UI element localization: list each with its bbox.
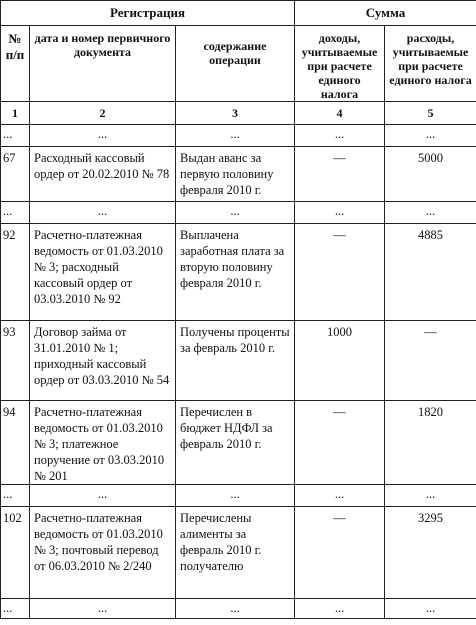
header-index-2: 2 <box>30 102 176 125</box>
header-index-3: 3 <box>176 102 295 125</box>
row-number: 92 <box>1 224 30 321</box>
row-document: Расчетно-платежная ведомость от 01.03.2010 № 3; платежное поручение от 03.03.2010 № 201 <box>30 401 176 485</box>
row-income: 1000 <box>295 321 385 401</box>
ellipsis-cell: ... <box>385 125 476 147</box>
row-number: 94 <box>1 401 30 485</box>
header-group-row <box>1 1 476 26</box>
table-row <box>1 321 476 401</box>
header-columns-row <box>1 26 476 102</box>
header-index-row <box>1 102 476 125</box>
header-index-4: 4 <box>295 102 385 125</box>
header-registration: Регистрация <box>1 1 295 26</box>
row-document: Договор займа от 31.01.2010 № 1; приходный кассовый ордер от 03.03.2010 № 54 <box>30 321 176 401</box>
row-income: — <box>295 224 385 321</box>
row-number: 102 <box>1 507 30 599</box>
ellipsis-cell: ... <box>30 125 176 147</box>
ellipsis-row <box>1 125 476 147</box>
ellipsis-cell: ... <box>295 202 385 224</box>
row-number: 93 <box>1 321 30 401</box>
ellipsis-row <box>1 485 476 507</box>
ellipsis-cell: ... <box>30 202 176 224</box>
header-index-1: 1 <box>1 102 30 125</box>
header-col-income: доходы, учитываемые при расчете единого налога <box>295 26 385 102</box>
row-number: 67 <box>1 147 30 202</box>
row-income: — <box>295 401 385 485</box>
ellipsis-cell: ... <box>176 599 295 619</box>
ellipsis-cell: ... <box>295 485 385 507</box>
header-sum: Сумма <box>295 1 476 26</box>
table-row <box>1 401 476 485</box>
row-document: Расходный кассовый ордер от 20.02.2010 № 78 <box>30 147 176 202</box>
ellipsis-row <box>1 202 476 224</box>
ellipsis-cell: ... <box>176 202 295 224</box>
header-col-content: содержание операции <box>176 26 295 102</box>
ellipsis-cell: ... <box>30 599 176 619</box>
ellipsis-cell: ... <box>1 202 30 224</box>
ellipsis-cell: ... <box>385 202 476 224</box>
row-content: Перечислен в бюджет НДФЛ за февраль 2010 г. <box>176 401 295 485</box>
row-document: Расчетно-платежная ведомость от 01.03.2010 № 3; расходный кассовый ордер от 03.03.2010 № 92 <box>30 224 176 321</box>
row-expense: 5000 <box>385 147 476 202</box>
row-document: Расчетно-платежная ведомость от 01.03.2010 № 3; почтовый перевод от 06.03.2010 № 2/240 <box>30 507 176 599</box>
table-row <box>1 147 476 202</box>
row-expense: 1820 <box>385 401 476 485</box>
row-content: Выдан аванс за первую половину февраля 2010 г. <box>176 147 295 202</box>
ellipsis-cell: ... <box>295 125 385 147</box>
header-col-no: № п/п <box>1 26 30 102</box>
row-expense: 4885 <box>385 224 476 321</box>
ellipsis-cell: ... <box>385 599 476 619</box>
ellipsis-cell: ... <box>295 599 385 619</box>
table-row <box>1 507 476 599</box>
ellipsis-cell: ... <box>1 599 30 619</box>
header-col-expense: расходы, учитываемые при расчете единого налога <box>385 26 476 102</box>
header-index-5: 5 <box>385 102 476 125</box>
row-income: — <box>295 507 385 599</box>
header-col-document: дата и номер первичного документа <box>30 26 176 102</box>
row-content: Перечислены алименты за февраль 2010 г. получателю <box>176 507 295 599</box>
ellipsis-cell: ... <box>1 125 30 147</box>
row-content: Выплачена заработная плата за вторую половину февраля 2010 г. <box>176 224 295 321</box>
ellipsis-cell: ... <box>385 485 476 507</box>
ellipsis-cell: ... <box>176 485 295 507</box>
ellipsis-cell: ... <box>1 485 30 507</box>
table-row <box>1 224 476 321</box>
row-income: — <box>295 147 385 202</box>
ellipsis-cell: ... <box>176 125 295 147</box>
ellipsis-row <box>1 599 476 619</box>
ellipsis-cell: ... <box>30 485 176 507</box>
row-expense: — <box>385 321 476 401</box>
row-content: Получены проценты за февраль 2010 г. <box>176 321 295 401</box>
row-expense: 3295 <box>385 507 476 599</box>
